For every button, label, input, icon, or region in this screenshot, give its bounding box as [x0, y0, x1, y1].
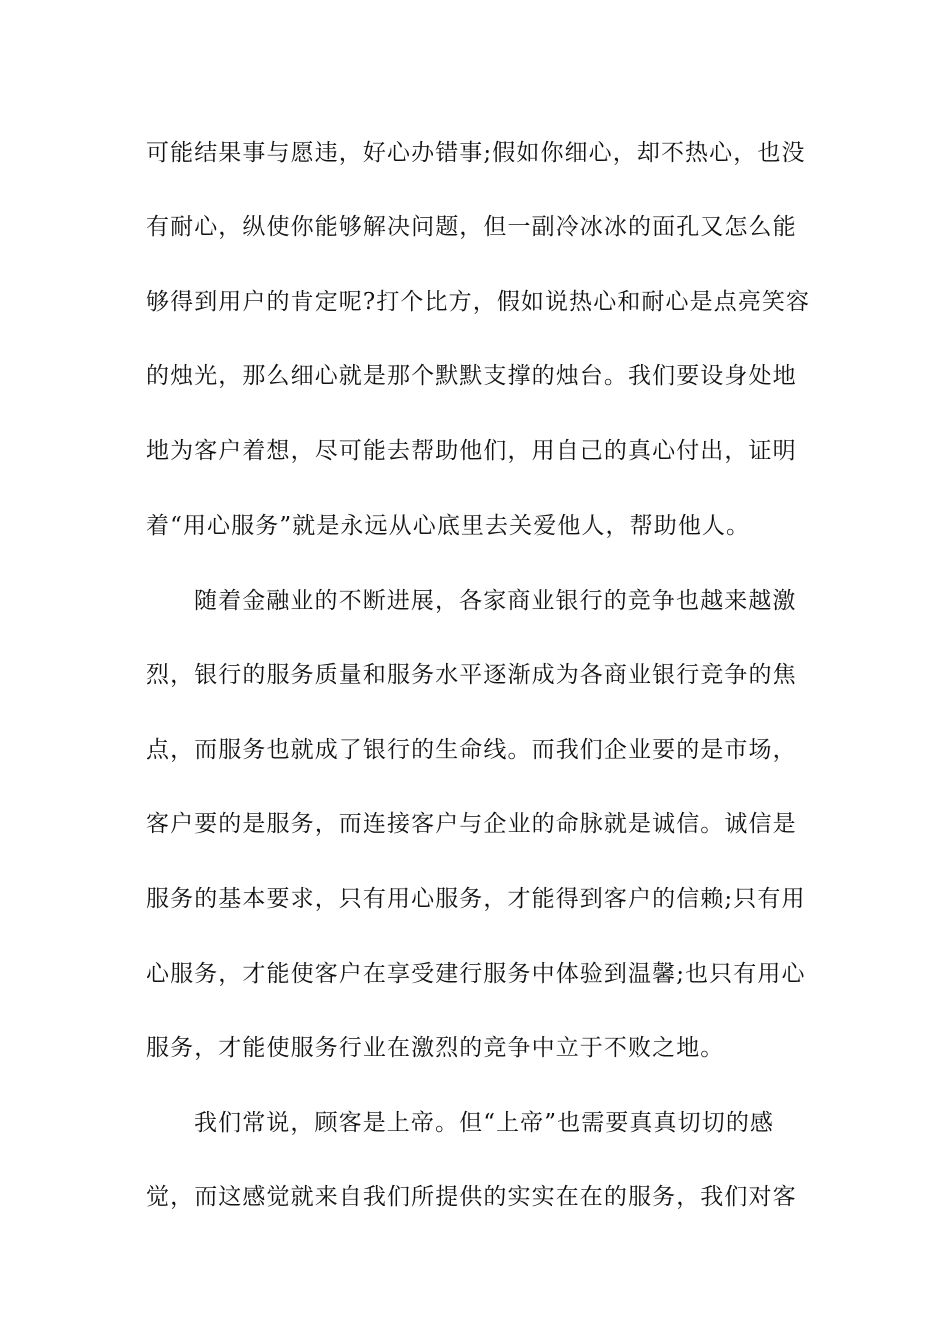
text-line: 着“用心服务”就是永远从心底里去关爱他人，帮助他人。: [146, 513, 751, 539]
text-line: 客户要的是服务，而连接客户与企业的命脉就是诚信。诚信是: [146, 811, 797, 837]
text-line: 地为客户着想，尽可能去帮助他们，用自己的真心付出，证明: [146, 438, 797, 464]
text-line: 点，而服务也就成了银行的生命线。而我们企业要的是市场，: [146, 737, 797, 763]
text-line: 够得到用户的肯定呢?打个比方，假如说热心和耐心是点亮笑容: [146, 289, 811, 315]
paragraph-first-line: 随着金融业的不断进展，各家商业银行的竞争也越来越激: [194, 588, 797, 614]
text-line: 服务的基本要求，只有用心服务，才能得到客户的信赖;只有用: [146, 886, 806, 912]
text-line: 烈，银行的服务质量和服务水平逐渐成为各商业银行竞争的焦: [146, 662, 797, 688]
text-line: 心服务，才能使客户在享受建行服务中体验到温馨;也只有用心: [146, 961, 806, 987]
text-line: 服务，才能使服务行业在激烈的竞争中立于不败之地。: [146, 1035, 725, 1061]
text-line: 可能结果事与愿违，好心办错事;假如你细心，却不热心，也没: [146, 140, 806, 166]
paragraph-first-line: 我们常说，顾客是上帝。但“上帝”也需要真真切切的感: [194, 1110, 775, 1136]
text-line: 觉，而这感觉就来自我们所提供的实实在在的服务，我们对客: [146, 1184, 797, 1210]
text-line: 的烛光，那么细心就是那个默默支撑的烛台。我们要设身处地: [146, 363, 797, 389]
text-line: 有耐心，纵使你能够解决问题，但一副冷冰冰的面孔又怎么能: [146, 214, 797, 240]
